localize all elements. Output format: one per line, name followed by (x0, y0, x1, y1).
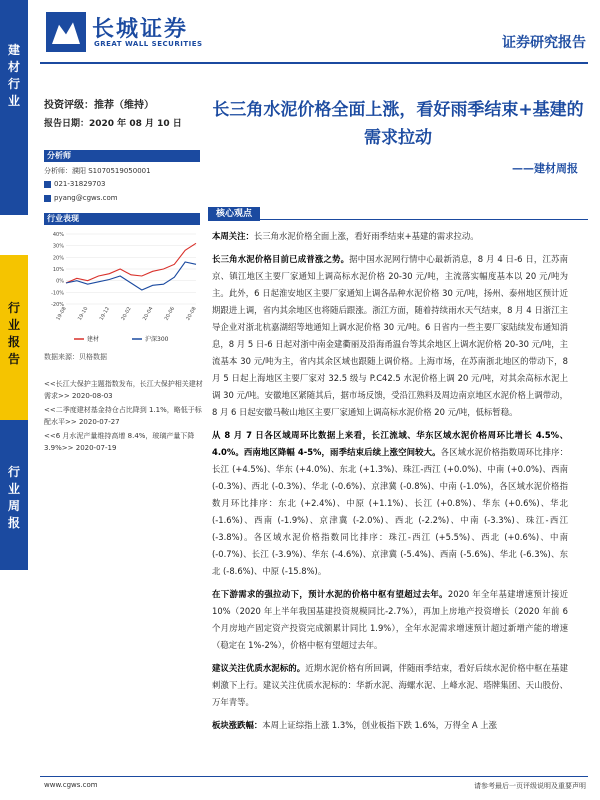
core-view-divider (260, 219, 588, 220)
report-type: 证券研究报告 (502, 35, 586, 51)
related-reports (44, 378, 204, 456)
sector-performance-chart (44, 228, 200, 346)
trend-section-label: 行业表现 (44, 213, 200, 225)
series-line-index (66, 262, 196, 290)
body-paragraph: 长三角水泥价格目前已成普涨之势。据中国水泥网行情中心最新消息，8 月 4 日-6 日，江苏南京、镇江地区主要厂家通知上调高标水泥价格 20-30 元/吨，主流落实幅度基本以 20 元/吨为主。此外，6 日起淮安地区主要厂家通知上调各品种水泥价格 30 元/吨，扬州、泰州地区预计近期跟进上调，省内其余地区也将随后跟涨。浙江方面，随着持续雨水天气结束，8 月 4 日浙江主导企业对浙北杭嘉湖绍等地通知上调水泥价格 30 元/吨。6 日省内一些主要厂家陆续发布通知消息，8 月 5 日-6 日起对浙中南金建衢丽及沿海甬温台等其余地区上调水泥价格 20-30 元/吨，主流基本 30 元/吨为主，省内其余区域也跟随上调价格。上海市场，在苏南浙北地区的带动下，8 月 5 日起上海地区主要厂家对 32.5 级与 P.C42.5 水泥价格上调 20 元/吨，对其余高标水泥上调 30 元/吨。安徽地区紧随其后，据市场反馈，受沿江熟料及周边南京地区水泥价格上调带动，8 月 6 日起安徽马鞍山地区主要厂家通知上调高标水泥价格 20 元/吨，低标暂稳。 (212, 254, 569, 417)
body-paragraph: 本周关注：长三角水泥价格全面上涨，看好雨季结束+基建的需求拉动。 (212, 231, 479, 241)
investment-rating: 投资评级：推荐（维持） (44, 100, 154, 111)
page-header (40, 8, 590, 60)
x-tick-label: 19-08 (55, 306, 68, 322)
side-label-sector: 建 材 行 业 (7, 43, 20, 108)
y-tick-label: 0% (56, 278, 64, 285)
great-wall-logo-icon (46, 12, 86, 52)
analyst-name: 分析师：濮阳 S1070519050001 (44, 167, 151, 175)
y-tick-label: 30% (52, 243, 64, 250)
side-banner (0, 0, 28, 800)
report-title: 长三角水泥价格全面上涨，看好雨季结束+基建的需求拉动 (212, 100, 584, 148)
body-paragraph: 从 8 月 7 日各区域周环比数据上来看，长江流域、华东区域水泥价格周环比增长 4.5%、4.0%。西南地区降幅 4-5%，雨季结束后续上涨空间较大。各区域水泥价格指数周环比排序：长江 (+4.5%)、华东 (+4.0%)、东北 (+1.3%)、珠江-西江 (+0.0%)、中南 (+0.0%)、西南 (-0.3%)、西北 (-0.3%)、华北 (-0.6%)、京津冀 (-0.8%)、中南 (-1.0%)，各区域水泥价格指数月环比排序：东北 (+2.4%)、中原 (+1.1%)、长江 (+0.8%)、华东 (+0.6%)、华北 (-1.6%)、西南 (-1.9%)、京津冀 (-2.0%)、西北 (-2.2%)、中南 (-3.3%)、珠江-西江 (-3.8%)。各区域水泥价格指数同比排序：珠江-西江 (+5.5%)、西北 (+0.6%)、中南 (-0.7%)、长江 (-3.9%)、华东 (-4.6%)、京津冀 (-5.4%)、西南 (-5.6%)、华北 (-6.3%)、东北 (-8.6%)、中原 (-15.8%)。 (212, 430, 568, 576)
x-tick-label: 19-12 (98, 306, 112, 322)
core-view-label: 核心观点 (208, 207, 260, 221)
report-date: 报告日期：2020 年 08 月 10 日 (44, 119, 182, 129)
related-report-item[interactable]: <<二季度建材基金持仓占比降到 1.1%，略低于标配水平>> 2020-07-27 (44, 406, 202, 426)
y-tick-label: 10% (52, 267, 64, 273)
chart-source: 数据来源：贝格数据 (44, 353, 107, 361)
logo-cn: 长城证券 (92, 17, 189, 42)
analyst-email[interactable]: pyang@cgws.com (44, 194, 118, 202)
x-tick-label: 20-06 (163, 306, 177, 322)
mail-icon (44, 195, 51, 202)
analyst-phone: 021-31829703 (44, 180, 106, 188)
side-label-report: 行 业 报 告 (7, 301, 20, 366)
logo-en: GREAT WALL SECURITIES (94, 40, 203, 48)
x-tick-label: 19-10 (76, 306, 90, 322)
x-tick-label: 20-02 (120, 306, 133, 322)
related-report-item[interactable]: <<长江大保护主题指数发布，长江大保护相关建材需求>> 2020-08-03 (44, 380, 203, 400)
related-report-item[interactable]: <<6 月水泥产量维持高增 8.4%，玻璃产量下降 3.9%>> 2020-07-19 (44, 432, 195, 452)
series-line-sector (66, 243, 196, 283)
core-view-header (208, 207, 588, 221)
y-tick-label: 40% (52, 232, 64, 238)
y-tick-label: -10% (51, 290, 64, 297)
footer-disclaimer: 请参考最后一页评级说明及重要声明 (474, 782, 586, 790)
body-paragraph: 板块涨跌幅：本周上证综指上涨 1.3%，创业板指下跌 1.6%，万得全 A 上涨 (212, 720, 498, 730)
report-subtitle: ——建材周报 (512, 162, 578, 175)
legend-label: 沪深300 (145, 336, 169, 343)
phone-icon (44, 181, 51, 188)
footer-divider (40, 776, 588, 777)
body-paragraph: 建议关注优质水泥标的。近期水泥价格有所回调，伴随雨季结束，看好后续水泥价格中枢在基建刺激下上行。建议关注优质水泥标的：华新水泥、海螺水泥、上峰水泥、塔牌集团、天山股份、万年青等。 (212, 663, 568, 707)
y-tick-label: 20% (52, 255, 64, 262)
legend-label: 建材 (87, 336, 100, 343)
y-tick-label: -20% (51, 302, 64, 308)
body-paragraph: 在下游需求的强拉动下，预计水泥的价格中枢有望超过去年。2020 年全年基建增速预计接近 10%（2020 年上半年我国基建投资规模同比-2.7%），再加上房地产投资增长（2020 年前 6 个月房地产固定资产投资完成额累计同比 1.9%），全年水泥需求增速预计超过新增产能的增速（稳定在 1%-2%），价格中枢有望超过去年。 (212, 589, 568, 650)
analyst-section-label: 分析师 (44, 150, 200, 162)
report-body (212, 228, 568, 740)
side-label-weekly: 行 业 周 报 (7, 465, 20, 530)
x-tick-label: 20-08 (185, 306, 198, 322)
header-divider (40, 62, 588, 64)
x-tick-label: 20-04 (141, 306, 155, 322)
footer-url[interactable]: www.cgws.com (44, 781, 98, 789)
